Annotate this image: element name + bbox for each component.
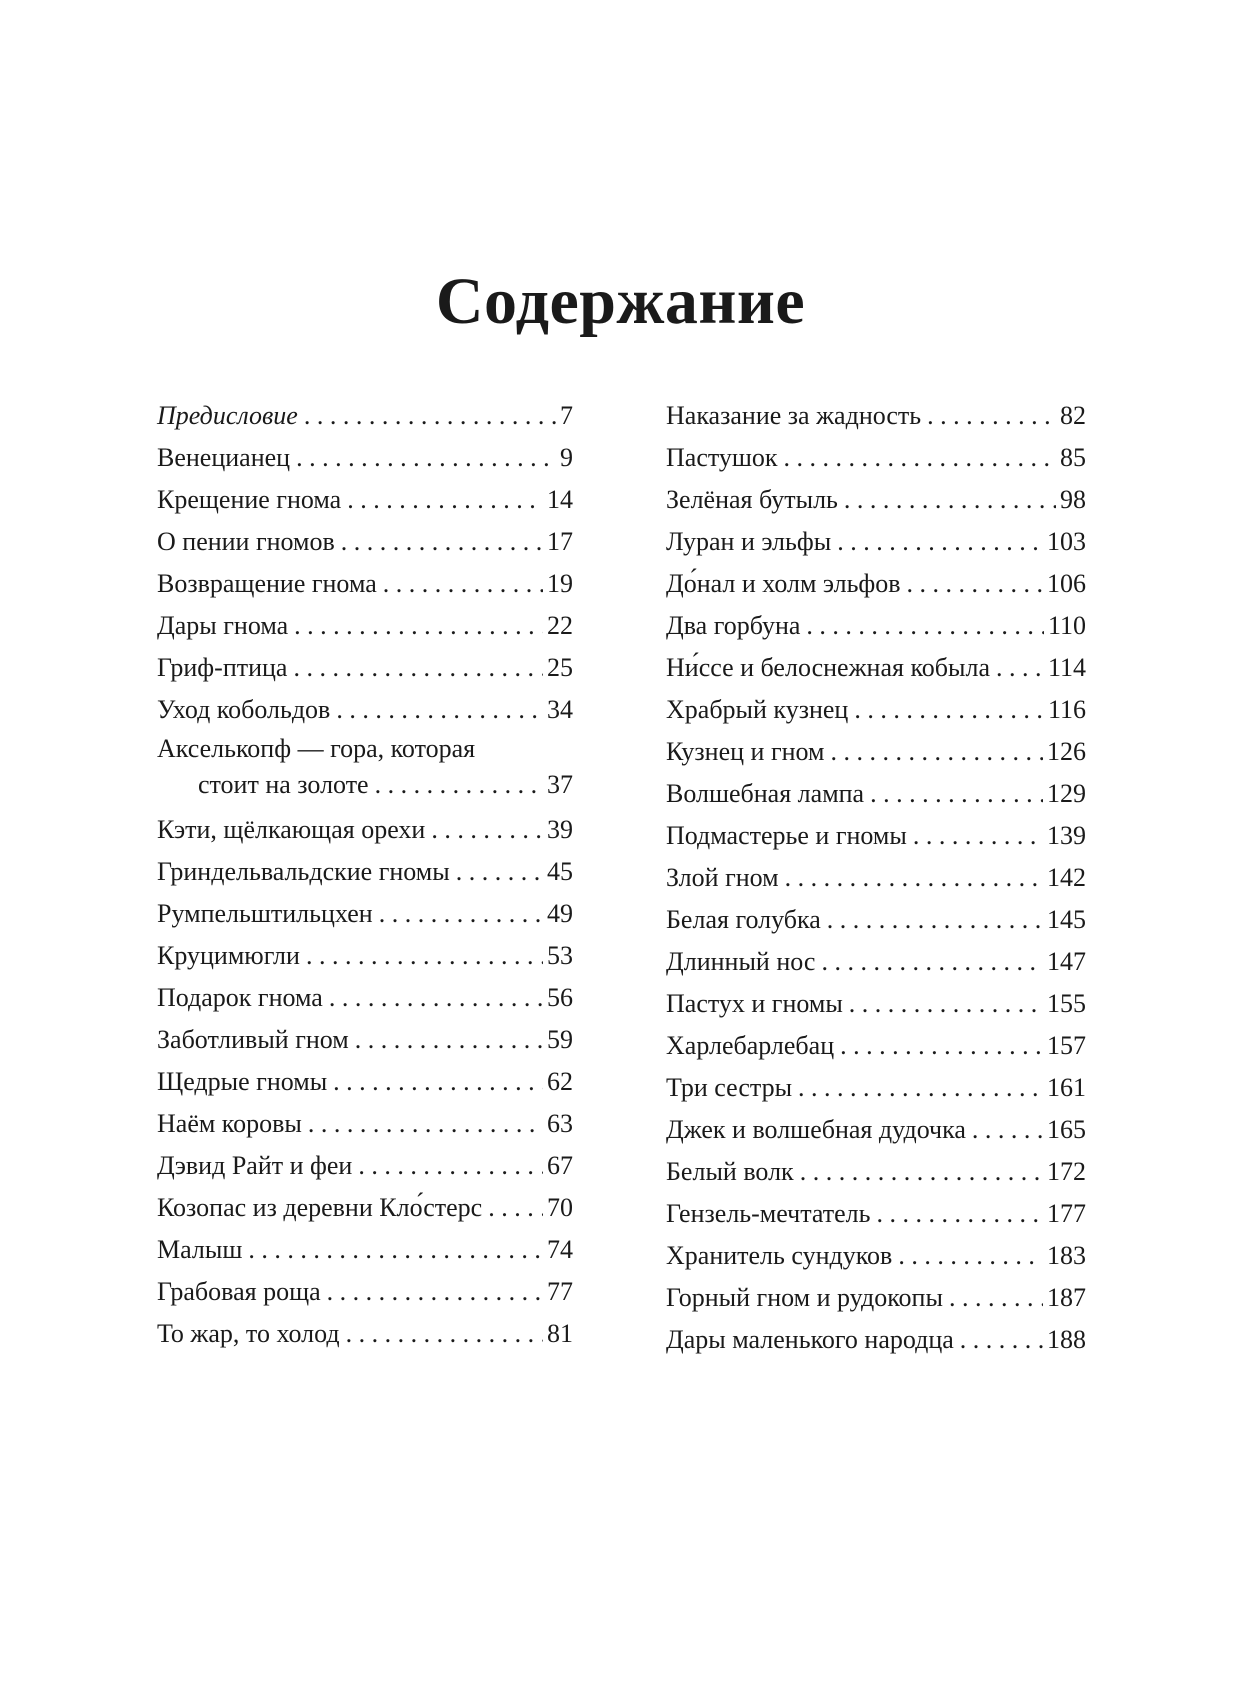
dot-leader xyxy=(840,1025,1043,1067)
toc-entry[interactable] xyxy=(666,1025,1086,1067)
dot-leader xyxy=(898,1235,1043,1277)
dot-leader xyxy=(927,395,1056,437)
toc-entry-title: Три сестры xyxy=(666,1073,793,1102)
toc-entry-page-number: 139 xyxy=(1047,821,1086,850)
dot-leader xyxy=(785,857,1043,899)
toc-entry-title: Харлебарлебац xyxy=(666,1031,835,1060)
toc-entry-title: Предисловие xyxy=(157,401,298,430)
toc-entry-title: Венецианец xyxy=(157,443,291,472)
toc-right-column xyxy=(666,395,1086,1361)
dot-leader xyxy=(960,1319,1043,1361)
toc-entry[interactable] xyxy=(666,563,1086,605)
toc-entry-page-number: 183 xyxy=(1047,1241,1086,1270)
toc-entry-page-number: 59 xyxy=(547,1025,573,1054)
toc-entry[interactable] xyxy=(157,731,573,803)
toc-entry-page-number: 19 xyxy=(547,569,573,598)
dot-leader xyxy=(488,1187,543,1229)
toc-entry-title: Румпельштильцхен xyxy=(157,899,373,928)
toc-entry-title: Два горбуна xyxy=(666,611,801,640)
toc-entry-title: Кэти, щёлкающая орехи xyxy=(157,815,426,844)
toc-entry[interactable] xyxy=(666,479,1086,521)
toc-entry-page-number: 155 xyxy=(1047,989,1086,1018)
toc-entry-page-number: 9 xyxy=(560,443,573,472)
toc-entry-page-number: 74 xyxy=(547,1235,573,1264)
dot-leader xyxy=(827,899,1043,941)
dot-leader xyxy=(383,563,543,605)
dot-leader xyxy=(327,1271,543,1313)
dot-leader xyxy=(877,1193,1043,1235)
toc-entry-page-number: 81 xyxy=(547,1319,573,1348)
toc-entry-title-continuation: стоит на золоте xyxy=(198,770,369,799)
toc-entry[interactable] xyxy=(157,977,573,1019)
toc-entry[interactable] xyxy=(666,1277,1086,1319)
dot-leader xyxy=(306,935,543,977)
toc-entry-page-number: 142 xyxy=(1047,863,1086,892)
toc-entry[interactable] xyxy=(157,1229,573,1271)
toc-entry[interactable] xyxy=(666,689,1086,731)
toc-entry-title: Наём коровы xyxy=(157,1109,302,1138)
toc-entry-title: Дары маленького народца xyxy=(666,1325,954,1354)
toc-entry[interactable] xyxy=(157,851,573,893)
toc-entry[interactable] xyxy=(666,1151,1086,1193)
dot-leader xyxy=(830,731,1043,773)
toc-entry[interactable] xyxy=(157,1187,573,1229)
dot-leader xyxy=(784,437,1056,479)
toc-entry-title: Наказание за жадность xyxy=(666,401,922,430)
toc-entry-title: Джек и волшебная дудочка xyxy=(666,1115,966,1144)
toc-entry[interactable] xyxy=(666,1067,1086,1109)
toc-entry-title: Гриф-птица xyxy=(157,653,288,682)
toc-entry-title: То жар, то холод xyxy=(157,1319,340,1348)
dot-leader xyxy=(379,893,543,935)
dot-leader xyxy=(907,563,1043,605)
toc-entry[interactable] xyxy=(157,893,573,935)
toc-entry-title: Круцимюгли xyxy=(157,941,300,970)
toc-entry-title: Крещение гнома xyxy=(157,485,342,514)
toc-entry-page-number: 165 xyxy=(1047,1115,1086,1144)
dot-leader xyxy=(304,395,556,437)
dot-leader xyxy=(336,689,543,731)
toc-entry-title: Возвращение гнома xyxy=(157,569,377,598)
dot-leader xyxy=(333,1061,543,1103)
toc-entry-title: Заботливый гном xyxy=(157,1025,349,1054)
toc-entry-page-number: 25 xyxy=(547,653,573,682)
toc-entry-page-number: 98 xyxy=(1060,485,1086,514)
toc-entry[interactable] xyxy=(157,605,573,647)
toc-entry-title: Подмастерье и гномы xyxy=(666,821,907,850)
toc-entry-page-number: 17 xyxy=(547,527,573,556)
dot-leader xyxy=(293,647,543,689)
toc-entry-title: Дэвид Райт и феи xyxy=(157,1151,353,1180)
toc-entry-title: Подарок гнома xyxy=(157,983,323,1012)
dot-leader xyxy=(821,941,1043,983)
toc-entry-page-number: 110 xyxy=(1047,611,1086,640)
toc-entry-page-number: 114 xyxy=(1047,653,1086,682)
toc-entry[interactable] xyxy=(666,983,1086,1025)
toc-entry-page-number: 188 xyxy=(1047,1325,1086,1354)
toc-entry-page-number: 145 xyxy=(1047,905,1086,934)
toc-entry-title: Пастушок xyxy=(666,443,778,472)
toc-entry-page-number: 70 xyxy=(547,1193,573,1222)
toc-entry[interactable] xyxy=(666,1109,1086,1151)
toc-entry-page-number: 45 xyxy=(547,857,573,886)
toc-entry-page-number: 161 xyxy=(1047,1073,1086,1102)
toc-entry-page-number: 85 xyxy=(1060,443,1086,472)
dot-leader xyxy=(870,773,1043,815)
toc-entry-title: Малыш xyxy=(157,1235,243,1264)
dot-leader xyxy=(913,815,1043,857)
dot-leader xyxy=(806,605,1044,647)
dot-leader xyxy=(431,809,543,851)
dot-leader xyxy=(972,1109,1043,1151)
dot-leader xyxy=(346,1313,543,1355)
toc-entry-page-number: 67 xyxy=(547,1151,573,1180)
toc-entry-title: Хранитель сундуков xyxy=(666,1241,893,1270)
toc-entry-page-number: 116 xyxy=(1047,695,1086,724)
toc-entry-page-number: 157 xyxy=(1047,1031,1086,1060)
dot-leader xyxy=(996,647,1044,689)
toc-entry-page-number: 7 xyxy=(560,401,573,430)
dot-leader xyxy=(949,1277,1043,1319)
toc-entry-title: Ни́ссе и белоснежная кобыла xyxy=(666,653,990,682)
dot-leader xyxy=(456,851,543,893)
toc-entry[interactable] xyxy=(157,1103,573,1145)
toc-left-column xyxy=(157,395,573,1355)
toc-entry[interactable] xyxy=(157,1145,573,1187)
dot-leader xyxy=(248,1229,543,1271)
dot-leader xyxy=(294,605,543,647)
toc-entry[interactable] xyxy=(157,1061,573,1103)
toc-entry-page-number: 126 xyxy=(1047,737,1086,766)
toc-entry-title: Луран и эльфы xyxy=(666,527,832,556)
page-title: Содержание xyxy=(435,265,806,339)
toc-entry-page-number: 39 xyxy=(547,815,573,844)
dot-leader xyxy=(854,689,1044,731)
dot-leader xyxy=(329,977,543,1019)
toc-entry-title: Белый волк xyxy=(666,1157,794,1186)
toc-entry-title: Белая голубка xyxy=(666,905,821,934)
toc-entry-page-number: 22 xyxy=(547,611,573,640)
toc-entry-title: Волшебная лампа xyxy=(666,779,865,808)
toc-entry-title: Пастух и гномы xyxy=(666,989,843,1018)
toc-entry[interactable] xyxy=(666,605,1086,647)
toc-entry-title: Злой гном xyxy=(666,863,779,892)
toc-entry[interactable] xyxy=(157,935,573,977)
toc-entry-page-number: 49 xyxy=(547,899,573,928)
dot-leader xyxy=(296,437,556,479)
toc-entry[interactable] xyxy=(157,1019,573,1061)
toc-entry-page-number: 106 xyxy=(1047,569,1086,598)
toc-entry[interactable] xyxy=(157,479,573,521)
toc-entry-page-number: 82 xyxy=(1060,401,1086,430)
toc-entry[interactable] xyxy=(666,395,1086,437)
toc-entry-title: Гриндельвальдские гномы xyxy=(157,857,450,886)
dot-leader xyxy=(375,767,543,803)
toc-entry-page-number: 103 xyxy=(1047,527,1086,556)
toc-entry[interactable] xyxy=(666,437,1086,479)
toc-entry[interactable] xyxy=(666,647,1086,689)
toc-entry-title: Дары гнома xyxy=(157,611,289,640)
toc-entry-title: Грабовая роща xyxy=(157,1277,321,1306)
dot-leader xyxy=(798,1067,1043,1109)
dot-leader xyxy=(308,1103,543,1145)
toc-entry-page-number: 63 xyxy=(547,1109,573,1138)
toc-entry[interactable] xyxy=(666,1235,1086,1277)
toc-entry[interactable] xyxy=(666,773,1086,815)
toc-entry[interactable] xyxy=(666,815,1086,857)
toc-entry-page-number: 62 xyxy=(547,1067,573,1096)
toc-entry-title: Аксельк​опф — гора, которая xyxy=(157,734,476,763)
toc-entry-title: Кузнец и гном xyxy=(666,737,825,766)
toc-entry[interactable] xyxy=(666,899,1086,941)
dot-leader xyxy=(347,479,543,521)
dot-leader xyxy=(849,983,1043,1025)
toc-entry-title: Козопас из деревни Кло́стерс xyxy=(157,1193,483,1222)
toc-entry[interactable] xyxy=(666,1193,1086,1235)
toc-entry-page-number: 14 xyxy=(547,485,573,514)
toc-entry[interactable] xyxy=(157,563,573,605)
toc-entry-title: Зелёная бутыль xyxy=(666,485,838,514)
toc-entry-page-number: 34 xyxy=(547,695,573,724)
toc-entry-page-number: 129 xyxy=(1047,779,1086,808)
toc-entry-title: Щедрые гномы xyxy=(157,1067,328,1096)
toc-entry[interactable] xyxy=(157,689,573,731)
dot-leader xyxy=(837,521,1043,563)
toc-entry-title: Храбрый кузнец xyxy=(666,695,849,724)
toc-entry-title: До́нал и холм эльфов xyxy=(666,569,901,598)
toc-entry-page-number: 56 xyxy=(547,983,573,1012)
toc-entry-title: Уход кобольдов xyxy=(157,695,331,724)
toc-entry[interactable] xyxy=(666,857,1086,899)
toc-entry-page-number: 77 xyxy=(547,1277,573,1306)
toc-entry-page-number: 53 xyxy=(547,941,573,970)
toc-entry-title: Гензель-мечтатель xyxy=(666,1199,871,1228)
toc-entry[interactable] xyxy=(157,1271,573,1313)
toc-entry[interactable] xyxy=(157,809,573,851)
toc-entry-page-number: 37 xyxy=(547,770,573,799)
toc-entry[interactable] xyxy=(157,437,573,479)
toc-entry[interactable] xyxy=(157,395,573,437)
dot-leader xyxy=(800,1151,1043,1193)
toc-entry-title: Длинный нос xyxy=(666,947,816,976)
toc-entry[interactable] xyxy=(157,647,573,689)
toc-entry[interactable] xyxy=(157,521,573,563)
toc-entry-page-number: 147 xyxy=(1047,947,1086,976)
toc-entry[interactable] xyxy=(666,521,1086,563)
dot-leader xyxy=(355,1019,543,1061)
dot-leader xyxy=(844,479,1056,521)
toc-entry[interactable] xyxy=(666,731,1086,773)
dot-leader xyxy=(341,521,543,563)
toc-entry-page-number: 172 xyxy=(1047,1157,1086,1186)
toc-entry[interactable] xyxy=(157,1313,573,1355)
dot-leader xyxy=(358,1145,543,1187)
toc-entry[interactable] xyxy=(666,1319,1086,1361)
toc-entry-title: Горный гном и рудокопы xyxy=(666,1283,943,1312)
toc-entry-title: О пении гномов xyxy=(157,527,335,556)
toc-entry-page-number: 177 xyxy=(1047,1199,1086,1228)
toc-entry-page-number: 187 xyxy=(1047,1283,1086,1312)
toc-entry[interactable] xyxy=(666,941,1086,983)
